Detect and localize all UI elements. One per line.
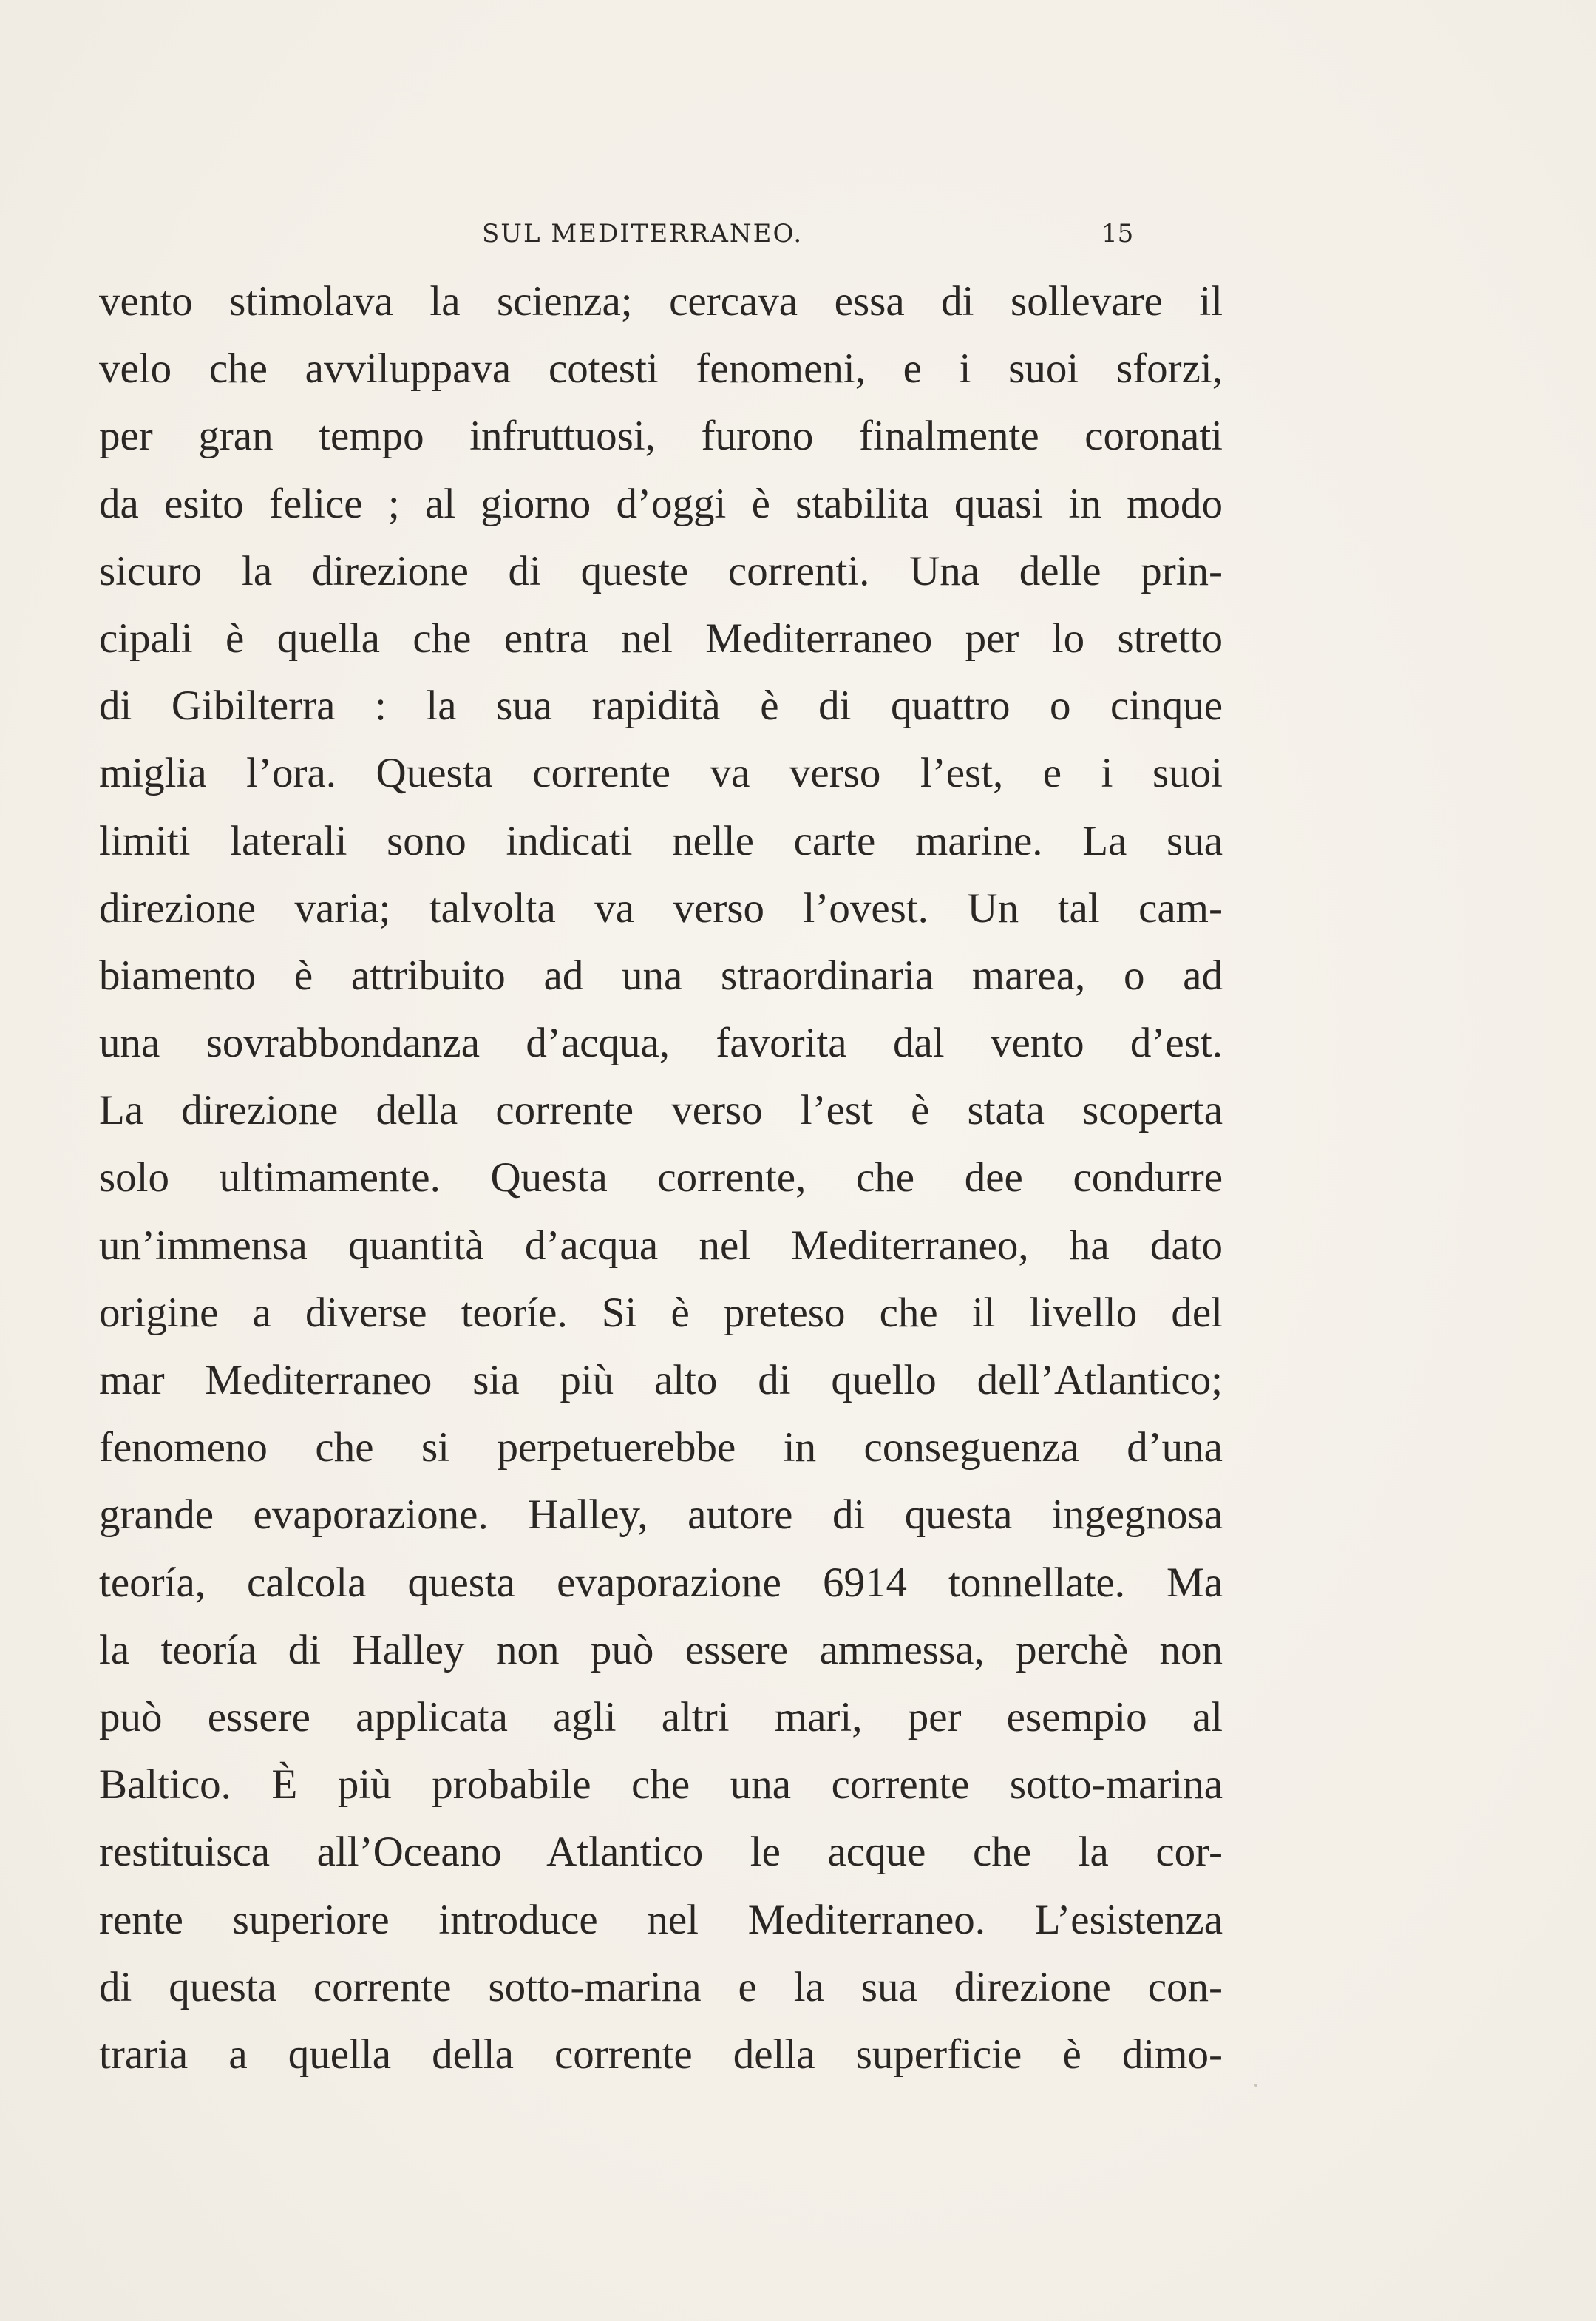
text-line: restituisca all’Oceano Atlantico le acque che la cor- <box>99 1829 1223 1876</box>
page-number: 15 <box>1101 219 1134 248</box>
text-line: fenomeno che si perpetuerebbe in conseguenza d’una <box>99 1424 1223 1471</box>
text-line: una sovrabbondanza d’acqua, favorita dal vento d’est. <box>99 1020 1223 1067</box>
text-line: biamento è attribuito ad una straordinaria marea, o ad <box>99 952 1223 999</box>
text-line: grande evaporazione. Halley, autore di questa ingegnosa <box>99 1491 1223 1539</box>
text-line: rente superiore introduce nel Mediterraneo. L’esistenza <box>99 1896 1223 1943</box>
text-line: direzione varia; talvolta va verso l’ovest. Un tal cam- <box>99 884 1223 932</box>
paper-speck <box>1254 2084 1257 2087</box>
text-line: mar Mediterraneo sia più alto di quello dell’Atlantico; <box>99 1357 1223 1403</box>
body-text <box>99 268 1223 2088</box>
text-line: cipali è quella che entra nel Mediterraneo per lo stretto <box>99 614 1223 662</box>
text-line: origine a diverse teoríe. Si è preteso che il livello del <box>99 1289 1223 1336</box>
text-line: La direzione della corrente verso l’est è stata scoperta <box>99 1087 1223 1134</box>
text-line: velo che avviluppava cotesti fenomeni, e i suoi sforzi, <box>99 345 1223 393</box>
text-line: vento stimolava la scienza; cercava essa di sollevare il <box>99 278 1223 325</box>
text-line: un’immensa quantità d’acqua nel Mediterraneo, ha dato <box>99 1222 1223 1269</box>
text-line: traria a quella della corrente della superficie è dimo- <box>99 2030 1223 2078</box>
running-head: SUL MEDITERRANEO. <box>482 219 804 248</box>
text-line: può essere applicata agli altri mari, per esempio al <box>99 1693 1223 1741</box>
text-line: solo ultimamente. Questa corrente, che dee condurre <box>99 1154 1223 1202</box>
text-line: sicuro la direzione di queste correnti. Una delle prin- <box>99 547 1223 594</box>
text-line: di questa corrente sotto-marina e la sua direzione con- <box>99 1963 1223 2010</box>
text-line: la teoría di Halley non può essere ammessa, perchè non <box>99 1626 1223 1673</box>
text-line: miglia l’ora. Questa corrente va verso l’est, e i suoi <box>99 750 1223 797</box>
page-header <box>482 219 1221 256</box>
text-line: per gran tempo infruttuosi, furono finalmente coronati <box>99 413 1223 460</box>
text-line: di Gibilterra : la sua rapidità è di quattro o cinque <box>99 682 1223 730</box>
text-line: limiti laterali sono indicati nelle carte marine. La sua <box>99 817 1223 864</box>
text-line: Baltico. È più probabile che una corrente sotto-marina <box>99 1761 1223 1809</box>
text-line: teoría, calcola questa evaporazione 6914 tonnellate. Ma <box>99 1559 1223 1606</box>
text-line: da esito felice ; al giorno d’oggi è stabilita quasi in modo <box>99 480 1223 527</box>
